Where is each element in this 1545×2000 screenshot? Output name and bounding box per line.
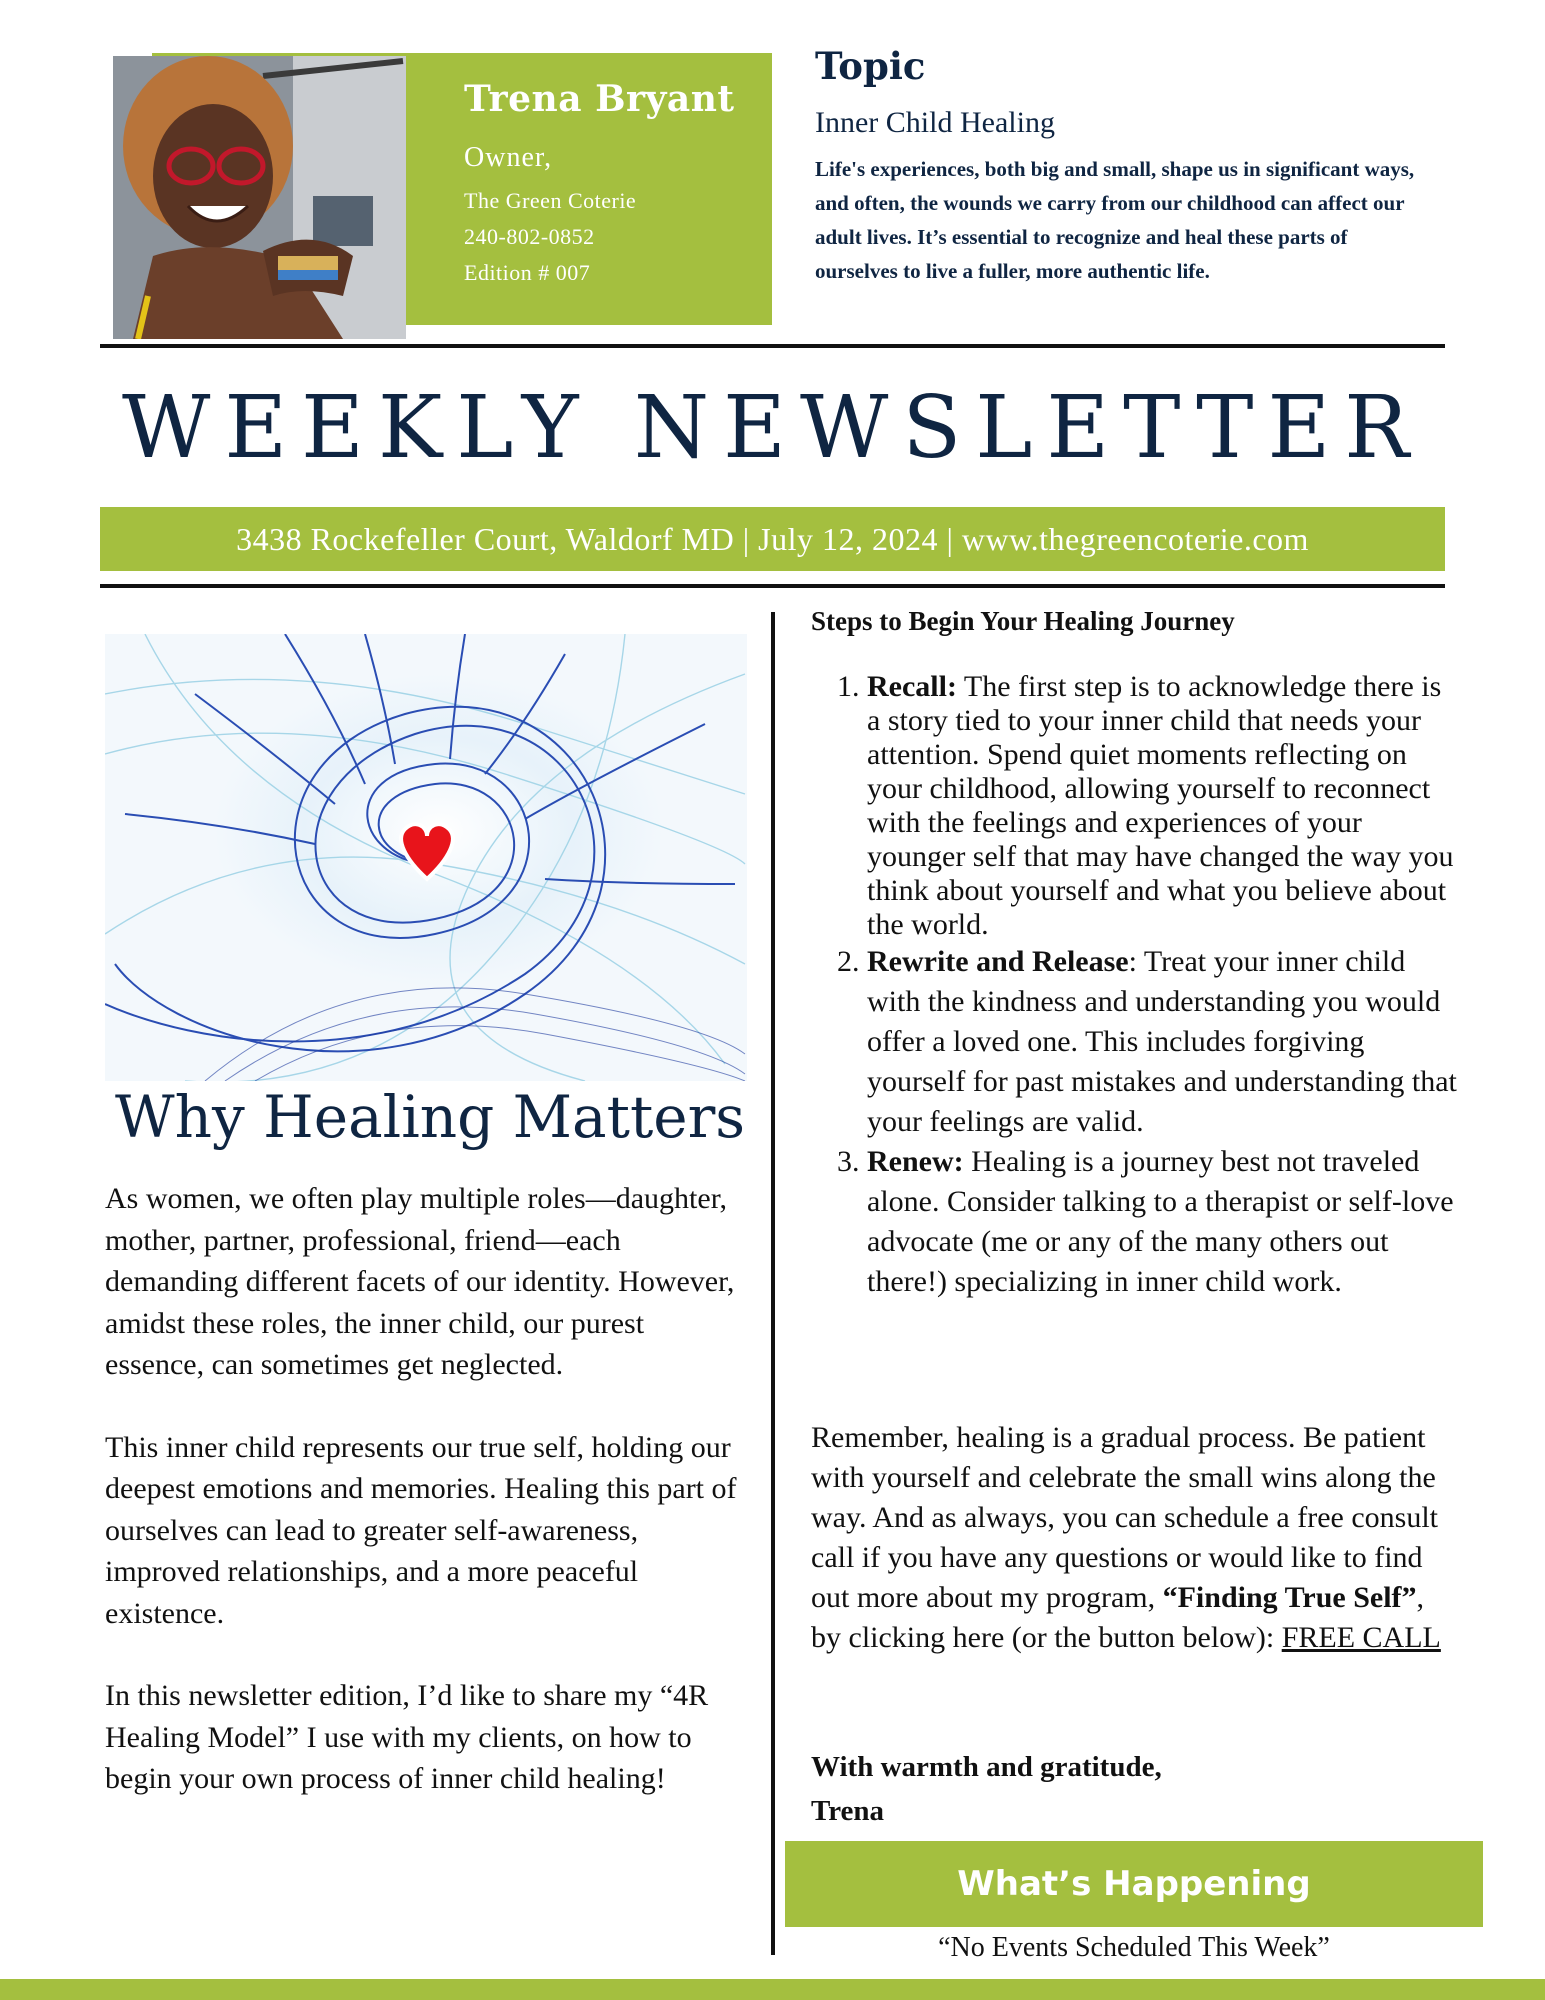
closing-text-continued: , by clicking here (or the button below): [811, 1581, 1425, 1654]
footer-band [0, 1979, 1545, 2000]
program-name: “Finding True Self” [1162, 1581, 1417, 1614]
topic-label: Topic [815, 44, 926, 88]
whats-happening-banner: What’s Happening [785, 1841, 1483, 1927]
step-title: Recall: [867, 670, 957, 703]
profile-edition: Edition # 007 [464, 260, 591, 285]
signoff-name: Trena [811, 1795, 885, 1827]
spiral-illustration [105, 634, 747, 1081]
profile-role: Owner, [464, 142, 553, 173]
profile-company: The Green Coterie [464, 188, 637, 213]
step-number: 1. [837, 670, 860, 703]
events-note: “No Events Scheduled This Week” [938, 1932, 1330, 1963]
profile-details [464, 78, 735, 286]
profile-photo-illustration [113, 56, 406, 339]
step-title: Renew: [867, 1145, 964, 1178]
step-text: Healing is a journey best not traveled alone. Consider talking to a therapist or self-love advocate (me or any of the many others out there!) specializing in inner child work. [867, 1145, 1454, 1298]
address-bar: 3438 Rockefeller Court, Waldorf MD | July 12, 2024 | www.thegreencoterie.com [100, 507, 1445, 571]
profile-photo [113, 56, 406, 339]
step-item [811, 670, 1461, 942]
steps-list [811, 670, 1461, 1302]
topic-description: Life's experiences, both big and small, shape us in significant ways, and often, the wounds we carry from our childhood can affect our adult lives. It’s essential to recognize and heal these parts of ourselves to live a fuller, more authentic life. [815, 157, 1415, 283]
signoff-greeting: With warmth and gratitude, [811, 1751, 1162, 1783]
profile-name: Trena Bryant [464, 78, 735, 120]
topic-block [815, 44, 1415, 288]
step-text: : Treat your inner child with the kindness and understanding you would offer a loved one. This includes forgiving yourself for past mistakes and understanding that your feelings are valid. [867, 945, 1457, 1138]
section-title: Why Healing Matters [115, 1083, 746, 1151]
step-number: 2. [837, 945, 860, 978]
newsletter-title: WEEKLY NEWSLETTER [122, 378, 1423, 478]
step-text: The first step is to acknowledge there is a story tied to your inner child that needs your attention. Spend quiet moments reflecting on your childhood, allowing yourself to reconnect with the feelings and experiences of your younger self that may have changed the way you think about yourself and what you believe about the world. [867, 670, 1454, 941]
signoff [811, 1745, 1162, 1833]
column-divider [771, 612, 775, 1955]
paragraph: In this newsletter edition, I’d like to share my “4R Healing Model” I use with my clients, on how to begin your own process of inner child healing! [105, 1679, 709, 1795]
closing-text: Remember, healing is a gradual process. Be patient with yourself and celebrate the small wins along the way. And as always, you can schedule a free consult call if you have any questions or would like to find out more about my program, [811, 1421, 1439, 1614]
step-item [811, 942, 1461, 1142]
free-call-link[interactable]: FREE CALL [1281, 1621, 1441, 1654]
paragraph: This inner child represents our true self, holding our deepest emotions and memories. Healing this part of ourselves can lead to greater self-awareness, improved relationships, and a more peaceful existence. [105, 1430, 737, 1630]
spiral-heart-image [105, 634, 747, 1081]
step-title: Rewrite and Release [867, 945, 1129, 978]
closing-paragraph [811, 1418, 1451, 1658]
steps-heading: Steps to Begin Your Healing Journey [811, 606, 1235, 636]
masthead-divider [100, 584, 1445, 588]
step-item [811, 1142, 1461, 1302]
profile-phone: 240-802-0852 [464, 224, 595, 249]
header-divider [100, 344, 1445, 348]
paragraph: As women, we often play multiple roles—daughter, mother, partner, professional, friend—each demanding different facets of our identity. However, amidst these roles, the inner child, our purest essence, can sometimes get neglected. [105, 1182, 735, 1381]
topic-name: Inner Child Healing [815, 106, 1055, 139]
left-column-body [105, 1178, 745, 1800]
step-number: 3. [837, 1145, 860, 1178]
